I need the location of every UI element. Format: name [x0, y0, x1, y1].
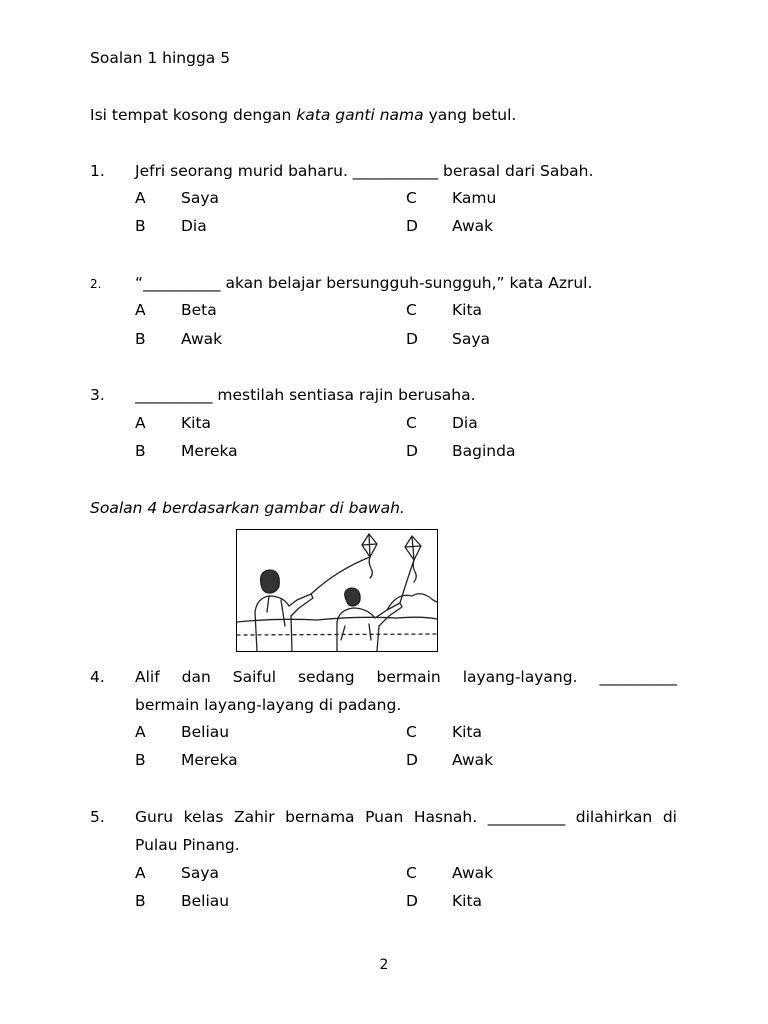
word: di	[662, 808, 677, 826]
section-title: Soalan 1 hingga 5	[90, 49, 231, 67]
word: bermain	[376, 668, 441, 686]
option-d[interactable]: Awak	[452, 751, 494, 769]
option-letter-a: A	[135, 189, 146, 207]
question-text-line-1	[135, 668, 677, 686]
option-b[interactable]: Mereka	[181, 442, 238, 460]
question-text: Jefri seorang murid baharu. ___________ berasal dari Sabah.	[135, 162, 594, 180]
question-number: 5.	[90, 808, 105, 826]
word: dilahirkan	[575, 808, 653, 826]
instruction-emphasis: kata ganti nama	[296, 106, 424, 124]
word: layang-layang.	[462, 668, 578, 686]
option-letter-b: B	[135, 330, 146, 348]
option-letter-d: D	[406, 751, 418, 769]
question-number: 1.	[90, 162, 105, 180]
instruction-post: yang betul.	[423, 106, 517, 124]
option-letter-b: B	[135, 751, 146, 769]
option-c[interactable]: Kita	[452, 723, 483, 741]
word: sedang	[297, 668, 355, 686]
option-a[interactable]: Saya	[181, 864, 220, 882]
answer-blank: __________	[599, 668, 677, 686]
word: Puan	[365, 808, 404, 826]
option-letter-d: D	[406, 442, 418, 460]
section-4-heading: Soalan 4 berdasarkan gambar di bawah.	[90, 499, 405, 517]
option-letter-b: B	[135, 442, 146, 460]
option-letter-a: A	[135, 414, 146, 432]
kite-flying-drawing	[237, 530, 437, 651]
question-text-line-2: bermain layang-layang di padang.	[135, 696, 402, 714]
option-b[interactable]: Dia	[181, 217, 207, 235]
option-a[interactable]: Kita	[181, 414, 212, 432]
option-c[interactable]: Kita	[452, 301, 483, 319]
kite-flying-illustration	[236, 529, 438, 652]
question-text-line-2: Pulau Pinang.	[135, 836, 240, 854]
option-letter-c: C	[406, 301, 417, 319]
option-letter-c: C	[406, 723, 417, 741]
question-text-line-1	[135, 808, 677, 826]
word: Zahir	[233, 808, 275, 826]
option-letter-a: A	[135, 864, 146, 882]
question-text: “__________ akan belajar bersungguh-sungguh,” kata Azrul.	[135, 274, 593, 292]
question-number: 3.	[90, 386, 105, 404]
page-number: 2	[379, 957, 389, 973]
option-a[interactable]: Saya	[181, 189, 220, 207]
word: kelas	[183, 808, 224, 826]
option-c[interactable]: Dia	[452, 414, 478, 432]
option-letter-c: C	[406, 414, 417, 432]
option-letter-b: B	[135, 217, 146, 235]
question-number: 4.	[90, 668, 105, 686]
option-d[interactable]: Awak	[452, 217, 494, 235]
option-a[interactable]: Beliau	[181, 723, 230, 741]
question-text: __________ mestilah sentiasa rajin berusaha.	[135, 386, 476, 404]
option-letter-a: A	[135, 723, 146, 741]
instruction-pre: Isi tempat kosong dengan	[90, 106, 297, 124]
word: dan	[181, 668, 211, 686]
option-c[interactable]: Kamu	[452, 189, 497, 207]
word: Saiful	[232, 668, 276, 686]
option-d[interactable]: Baginda	[452, 442, 516, 460]
option-b[interactable]: Awak	[181, 330, 223, 348]
option-d[interactable]: Saya	[452, 330, 491, 348]
option-letter-d: D	[406, 217, 418, 235]
option-b[interactable]: Mereka	[181, 751, 238, 769]
option-d[interactable]: Kita	[452, 892, 483, 910]
option-a[interactable]: Beta	[181, 301, 217, 319]
word: bernama	[285, 808, 355, 826]
word: Alif	[135, 668, 160, 686]
option-letter-d: D	[406, 892, 418, 910]
word: Guru	[135, 808, 174, 826]
option-letter-c: C	[406, 864, 417, 882]
answer-blank: __________	[487, 808, 566, 826]
option-letter-a: A	[135, 301, 146, 319]
option-letter-b: B	[135, 892, 146, 910]
option-letter-c: C	[406, 189, 417, 207]
option-b[interactable]: Beliau	[181, 892, 230, 910]
option-c[interactable]: Awak	[452, 864, 494, 882]
instruction	[90, 106, 516, 124]
word: Hasnah.	[413, 808, 478, 826]
question-number: 2.	[90, 277, 102, 291]
option-letter-d: D	[406, 330, 418, 348]
